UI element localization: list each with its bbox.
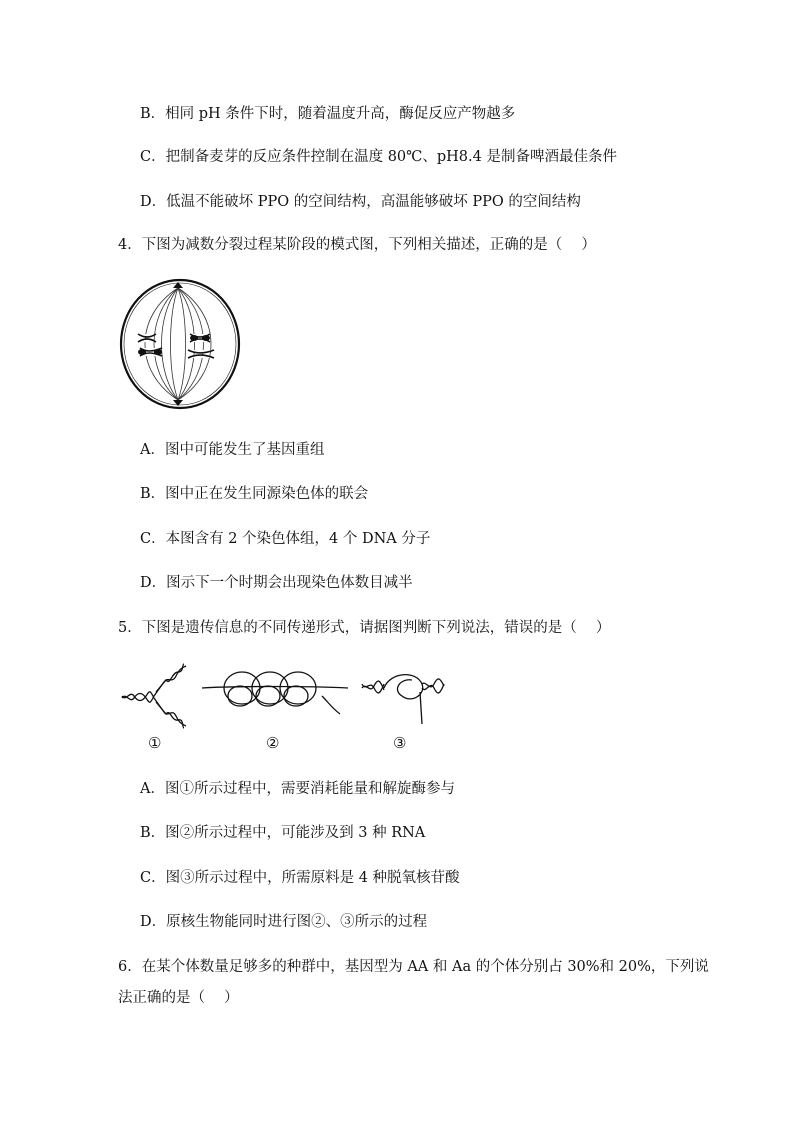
q4-option-a: A．图中可能发生了基因重组 [140,442,325,458]
q4-option-d: D．图示下一个时期会出现染色体数目减半 [140,575,413,591]
figure-label-3: ③ [393,734,407,752]
q4-option-c: C．本图含有 2 个染色体组，4 个 DNA 分子 [140,531,431,547]
figure-label-2: ② [266,734,280,752]
figure-label-1: ① [148,734,162,752]
polysome-translation-figure [202,666,348,722]
q3-option-b: B．相同 pH 条件下时，随着温度升高，酶促反应产物越多 [140,106,516,122]
dna-replication-figure [120,662,190,730]
q5-option-c: C．图③所示过程中，所需原料是 4 种脱氧核苷酸 [140,870,460,886]
q5-option-b: B．图②所示过程中，可能涉及到 3 种 RNA [140,825,426,841]
q5-stem: 5．下图是遗传信息的不同传递形式，请据图判断下列说法，错误的是（ ） [118,620,611,636]
q3-option-c: C．把制备麦芽的反应条件控制在温度 80℃、pH8.4 是制备啤酒最佳条件 [140,149,617,165]
q4-option-b: B．图中正在发生同源染色体的联会 [140,486,369,502]
q6-stem-line-2: 法正确的是（ ） [118,990,239,1006]
transcription-figure [360,662,446,732]
q5-option-a: A．图①所示过程中，需要消耗能量和解旋酶参与 [140,781,455,797]
q4-stem: 4．下图为减数分裂过程某阶段的模式图，下列相关描述，正确的是（ ） [118,237,596,253]
q3-option-d: D．低温不能破坏 PPO 的空间结构，高温能够破坏 PPO 的空间结构 [140,194,581,210]
q6-stem-line-1: 6．在某个体数量足够多的种群中，基因型为 AA 和 Aa 的个体分别占 30%和 20%，下列说 [118,959,709,975]
q5-option-d: D．原核生物能同时进行图②、③所示的过程 [140,914,428,930]
meiosis-cell-figure [118,276,242,412]
